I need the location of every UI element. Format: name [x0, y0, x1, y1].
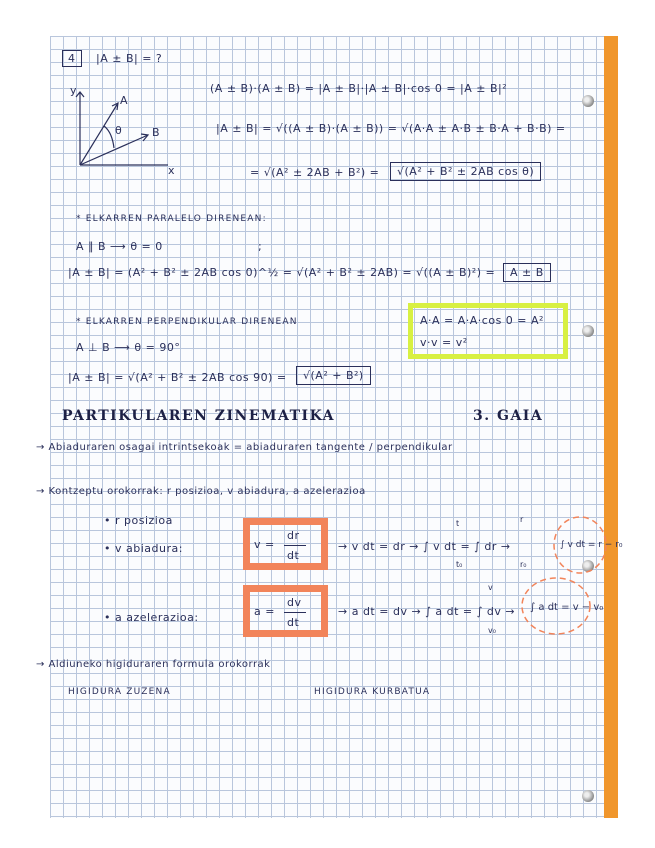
velocity-denominator: dt — [287, 549, 300, 562]
acceleration-denominator: dt — [287, 616, 300, 629]
axis-x-label: x — [168, 164, 176, 177]
parallel-heading: * ELKARREN PARALELO DIRENEAN: — [76, 214, 267, 224]
yellow-line-2: v·v = v² — [420, 336, 468, 349]
limit-r0: r₀ — [520, 560, 527, 569]
bullet-acceleration: • a azelerazioa: — [104, 611, 199, 624]
parallel-result: |A ± B| = (A² + B² ± 2AB cos 0)^½ = √(A² + B² ± 2AB) = √((A ± B)²) = — [68, 266, 496, 279]
straight-motion-heading: HIGIDURA ZUZENA — [68, 687, 171, 697]
velocity-lhs: v = — [254, 538, 275, 551]
velocity-numerator: dr — [287, 529, 300, 542]
note-intrinsic: → Abiaduraren osagai intrintsekoak = abiaduraren tangente / perpendikular — [36, 442, 453, 453]
note-general-formulas: → Aldiuneko higiduraren formula orokorrak — [36, 659, 271, 670]
theta-label: θ — [115, 124, 123, 137]
perpendicular-heading: * ELKARREN PERPENDIKULAR DIRENEAN — [76, 317, 298, 327]
parallel-semicolon: ; — [258, 240, 263, 253]
bullet-position: • r posizioa — [104, 514, 173, 527]
axis-y-label: y — [70, 84, 78, 97]
parallel-result-box: A ± B — [503, 263, 551, 282]
acceleration-result: ∫ a dt = v − v₀ — [530, 602, 604, 613]
curved-motion-heading: HIGIDURA KURBATUA — [314, 687, 431, 697]
parallel-condition: A ∥ B ⟶ θ = 0 — [76, 240, 163, 253]
formula-line-2: |A ± B| = √((A ± B)·(A ± B)) = √(A·A ± A·B ± B·A + B·B) = — [216, 122, 566, 135]
vector-b-label: B — [152, 126, 161, 139]
formula-result-box: √(A² + B² ± 2AB cos θ) — [390, 162, 541, 181]
problem-number: 4 — [62, 50, 82, 67]
perpendicular-result: |A ± B| = √(A² + B² ± 2AB cos 90) = — [68, 371, 287, 384]
problem-header: |A ± B| = ? — [96, 52, 163, 65]
velocity-chain: → v dt = dr → ∫ v dt = ∫ dr → — [338, 540, 511, 553]
vector-a-label: A — [120, 94, 129, 107]
perpendicular-condition: A ⊥ B ⟶ θ = 90° — [76, 341, 181, 354]
yellow-line-1: A·A = A·A·cos 0 = A² — [420, 314, 544, 327]
limit-r: r — [520, 515, 524, 524]
section-title: PARTIKULAREN ZINEMATIKA — [62, 408, 336, 424]
bullet-velocity: • v abiadura: — [104, 542, 183, 555]
limit-v: v — [488, 583, 493, 592]
acceleration-lhs: a = — [254, 605, 275, 618]
acceleration-chain: → a dt = dv → ∫ a dt = ∫ dv → — [338, 605, 516, 618]
acceleration-numerator: dv — [287, 596, 302, 609]
formula-line-3: = √(A² ± 2AB + B²) = — [250, 166, 380, 179]
velocity-result: ∫ v dt = r − r₀ — [560, 540, 623, 550]
perpendicular-result-box: √(A² + B²) — [296, 366, 371, 385]
note-concepts: → Kontzeptu orokorrak: r posizioa, v abiadura, a azelerazioa — [36, 486, 366, 497]
limit-t: t — [456, 519, 460, 528]
limit-v0: v₀ — [488, 626, 496, 635]
chapter-label: 3. GAIA — [473, 408, 544, 424]
formula-line-1: (A ± B)·(A ± B) = |A ± B|·|A ± B|·cos 0 = |A ± B|² — [210, 82, 508, 95]
limit-t0: t₀ — [456, 560, 463, 569]
